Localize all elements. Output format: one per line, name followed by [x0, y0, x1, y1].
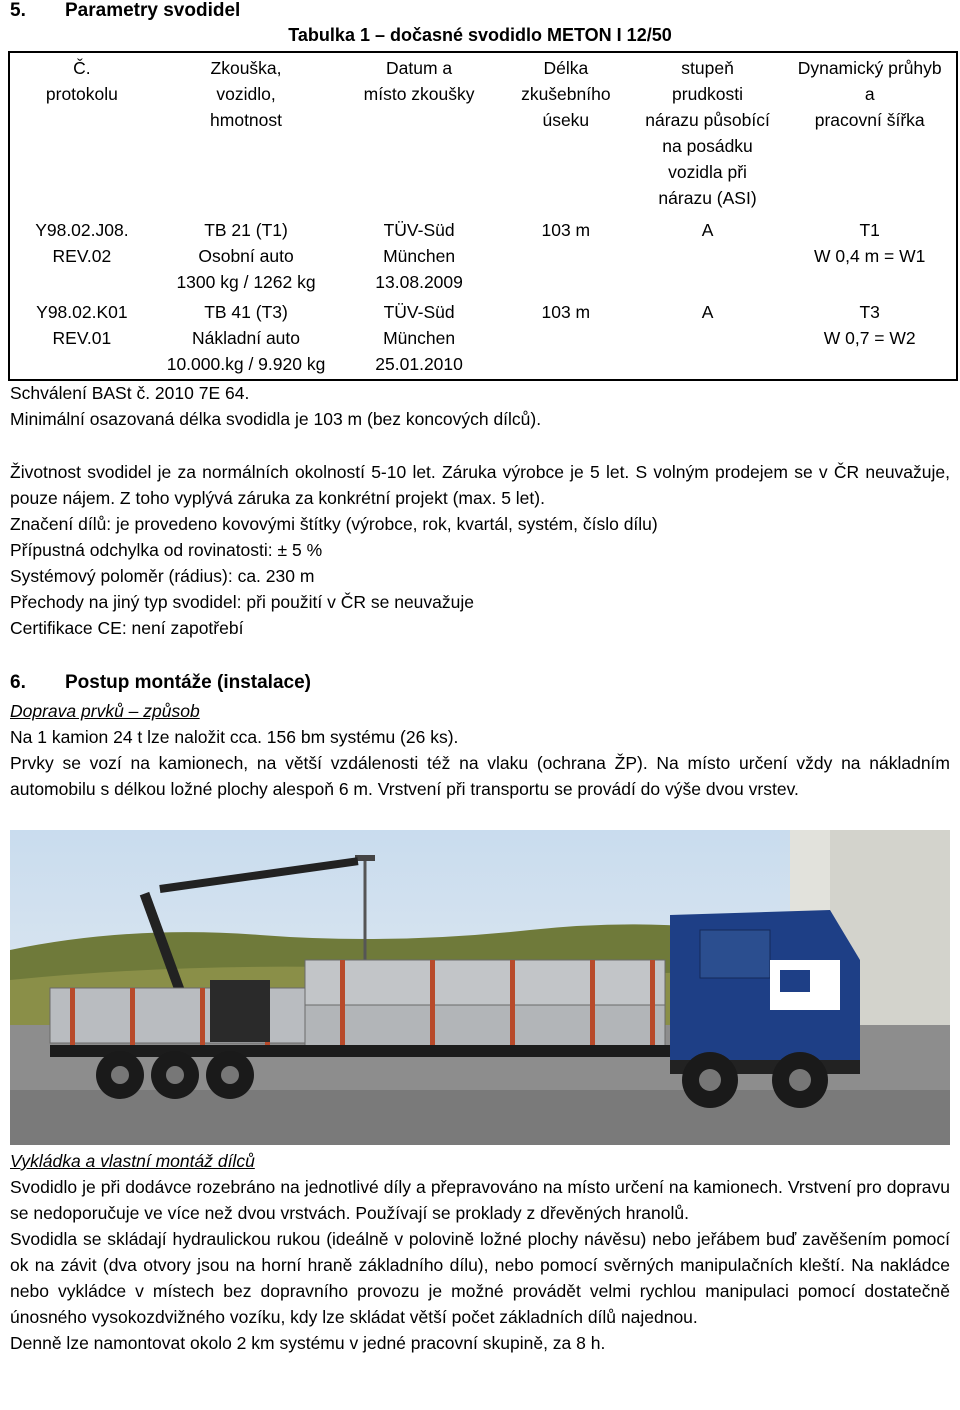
table-row — [9, 215, 957, 297]
min-length-note: Minimální osazovaná délka svodidla je 103 m (bez koncových dílců). — [10, 409, 542, 429]
header-length: Délka zkušebního úseku — [521, 58, 611, 130]
cell-deflection: T1 W 0,4 m = W1 — [814, 220, 926, 266]
radius-text: Systémový poloměr (rádius): ca. 230 m — [10, 566, 315, 586]
header-test: Zkouška, vozidlo, hmotnost — [210, 58, 283, 130]
unloading-text-3: Denně lze namontovat okolo 2 km systému v jedné pracovní skupině, za 8 h. — [10, 1333, 606, 1353]
unloading-text-2: Svodidla se skládají hydraulickou rukou (ideálně v polovině ložné plochy návěsu) nebo jeřábem buď zavěšením pomocí ok na závit (dva otvory jsou na horní hraně základního dílu), nebo pomocí svěrných manipulačních kleští. Na nakládce nebo vykládce v místech bez dopravního provozu je možné provádět velmi rychlou manipulaci pomocí dostatečně únosného vysokozdvižného vozíku, kdy lze skládat větší počet základních dílů najednou. — [10, 1229, 950, 1327]
approval-note: Schválení BASt č. 2010 7E 64. — [10, 383, 250, 403]
cell-asi: A — [701, 302, 714, 322]
truck-image — [10, 830, 950, 1145]
section-5-title: 5. Parametry svodidel — [10, 0, 241, 21]
unloading-block — [10, 1148, 950, 1356]
cell-protocol: Y98.02.J08. REV.02 — [35, 220, 129, 266]
header-asi: stupeň prudkosti nárazu působící na posádku vozidla při nárazu (ASI) — [645, 58, 770, 208]
parameters-table — [8, 51, 958, 381]
transport-heading: Doprava prvků – způsob — [10, 701, 200, 721]
cell-date: TÜV-Süd München 13.08.2009 — [375, 220, 463, 292]
lifetime-text: Životnost svodidel je za normálních okolností 5-10 let. Záruka výrobce je 5 let. S volným prodejem se v ČR neuvažuje, pouze nájem. Z toho vyplývá záruka za konkrétní projekt (max. 5 let). — [10, 462, 950, 508]
header-deflection: Dynamický průhyb a pracovní šířka — [797, 58, 942, 130]
unloading-text-1: Svodidlo je při dodávce rozebráno na jednotlivé díly a přepravováno na místo určení na kamionech. Vrstvení pro dopravu se nedoporučuje ve více než dvou vrstvách. Používají se proklady z dřevěných hranolů. — [10, 1177, 950, 1223]
transport-description: Prvky se vozí na kamionech, na větší vzdálenosti též na vlaku (ochrana ŽP). Na místo určení vždy na nákladním automobilu s délkou ložné plochy alespoň 6 m. Vrstvení při transportu se provádí do výše dvou vrstev. — [10, 753, 950, 799]
tolerance-text: Přípustná odchylka od rovinatosti: ± 5 % — [10, 540, 323, 560]
unloading-heading: Vykládka a vlastní montáž dílců — [10, 1151, 255, 1171]
params-block — [10, 459, 950, 641]
header-protocol: Č. protokolu — [45, 58, 118, 104]
cell-deflection: T3 W 0,7 = W2 — [823, 302, 916, 348]
table-header-row — [9, 52, 957, 215]
cell-date: TÜV-Süd München 25.01.2010 — [375, 302, 463, 374]
cell-test: TB 41 (T3) Nákladní auto 10.000.kg / 9.920 kg — [166, 302, 326, 374]
cell-asi: A — [701, 220, 714, 240]
cell-length: 103 m — [541, 220, 591, 240]
truck-photo — [10, 830, 950, 1145]
transitions-text: Přechody na jiný typ svodidel: při použití v ČR se neuvažuje — [10, 592, 474, 612]
cell-test: TB 21 (T1) Osobní auto 1300 kg / 1262 kg — [176, 220, 316, 292]
transport-capacity: Na 1 kamion 24 t lze naložit cca. 156 bm systému (26 ks). — [10, 727, 459, 747]
ce-text: Certifikace CE: není zapotřebí — [10, 618, 244, 638]
header-date: Datum a místo zkoušky — [363, 58, 475, 104]
marking-text: Značení dílů: je provedeno kovovými štítky (výrobce, rok, kvartál, systém, číslo dílu) — [10, 514, 658, 534]
section-6-title: 6. Postup montáže (instalace) — [10, 672, 311, 693]
notes-block — [10, 380, 950, 432]
table-caption: Tabulka 1 – dočasné svodidlo METON I 12/50 — [288, 25, 672, 45]
transport-block — [10, 698, 950, 802]
cell-length: 103 m — [541, 302, 591, 322]
table-row — [9, 297, 957, 380]
cell-protocol: Y98.02.K01 REV.01 — [36, 302, 128, 348]
